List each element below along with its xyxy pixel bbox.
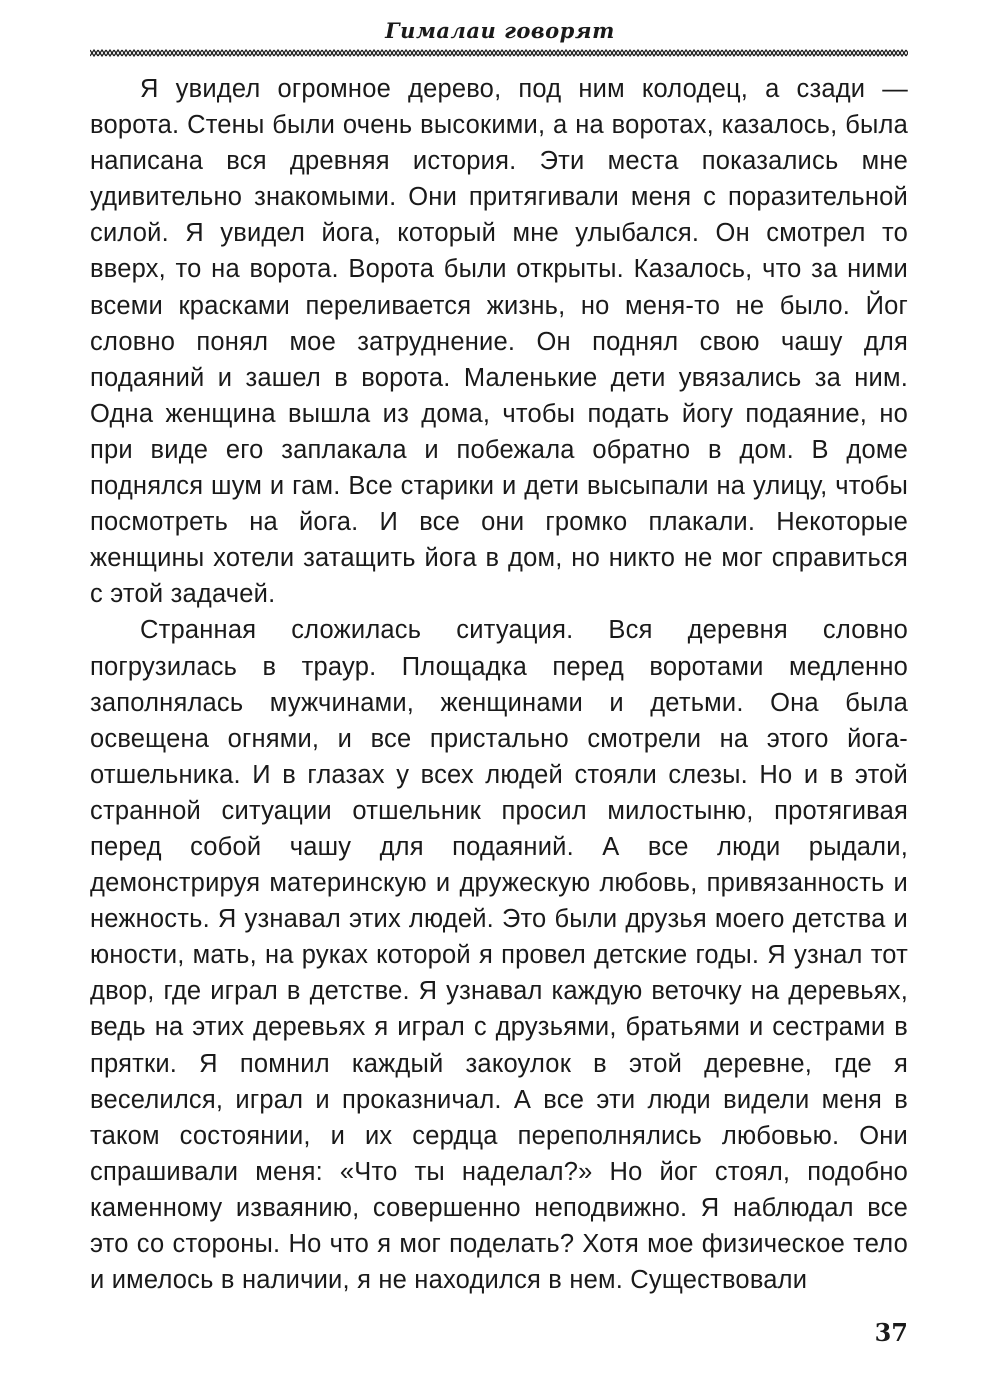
paragraph: Странная сложилась ситуация. Вся деревня словно погрузилась в траур. Площадка перед воротами медленно заполнялась мужчинами, женщинами и детьми. Она была освещена огнями, и все пристально смотрели на этого йога-отшельника. И в глазах у всех людей стояли слезы. Но и в этой странной ситуации отшельник просил милостыню, протягивая перед собой чашу для подаяний. А все люди рыдали, демонстрируя материнскую и дружескую любовь, привязанность и нежность. Я узнавал этих людей. Это были друзья моего детства и юности, мать, на руках которой я провел детские годы. Я узнал тот двор, где играл в детстве. Я узнавал каждую веточку на деревьях, ведь на этих деревьях я играл с друзьями, братьями и сестрами в прятки. Я помнил каждый закоулок в этой деревне, где я веселился, играл и проказничал. А все эти люди видели меня в таком состоянии, и их сердца переполнялись любовью. Они спрашивали меня: «Что ты наделал?» Но йог стоял, подобно каменному изваянию, совершенно неподвижно. Я наблюдал все это со стороны. Но что я мог поделать? Хотя мое физическое тело и имелось в наличии, я не находился в нем. Существовали: [90, 616, 908, 1295]
body-text: [90, 71, 908, 1298]
ornamental-rule: [90, 46, 908, 60]
page-number: 37: [874, 1318, 908, 1347]
running-title: Гималаи говорят: [385, 18, 615, 43]
paragraph: Я увидел огромное дерево, под ним колодец, а сзади — ворота. Стены были очень высокими, а на воротах, казалось, была написана вся древняя история. Эти места показались мне удивительно знакомыми. Они притягивали меня с поразительной силой. Я увидел йога, который мне улыбался. Он смотрел то вверх, то на ворота. Ворота были открыты. Казалось, что за ними всеми красками переливается жизнь, но меня-то не было. Йог словно понял мое затруднение. Он поднял свою чашу для подаяний и зашел в ворота. Маленькие дети увязались за ним. Одна женщина вышла из дома, чтобы подать йогу подаяние, но при виде его заплакала и побежала обратно в дом. В доме поднялся шум и гам. Все старики и дети высыпали на улицу, чтобы посмотреть на йога. И все они громко плакали. Некоторые женщины хотели затащить йога в дом, но никто не мог справиться с этой задачей.: [90, 75, 908, 609]
